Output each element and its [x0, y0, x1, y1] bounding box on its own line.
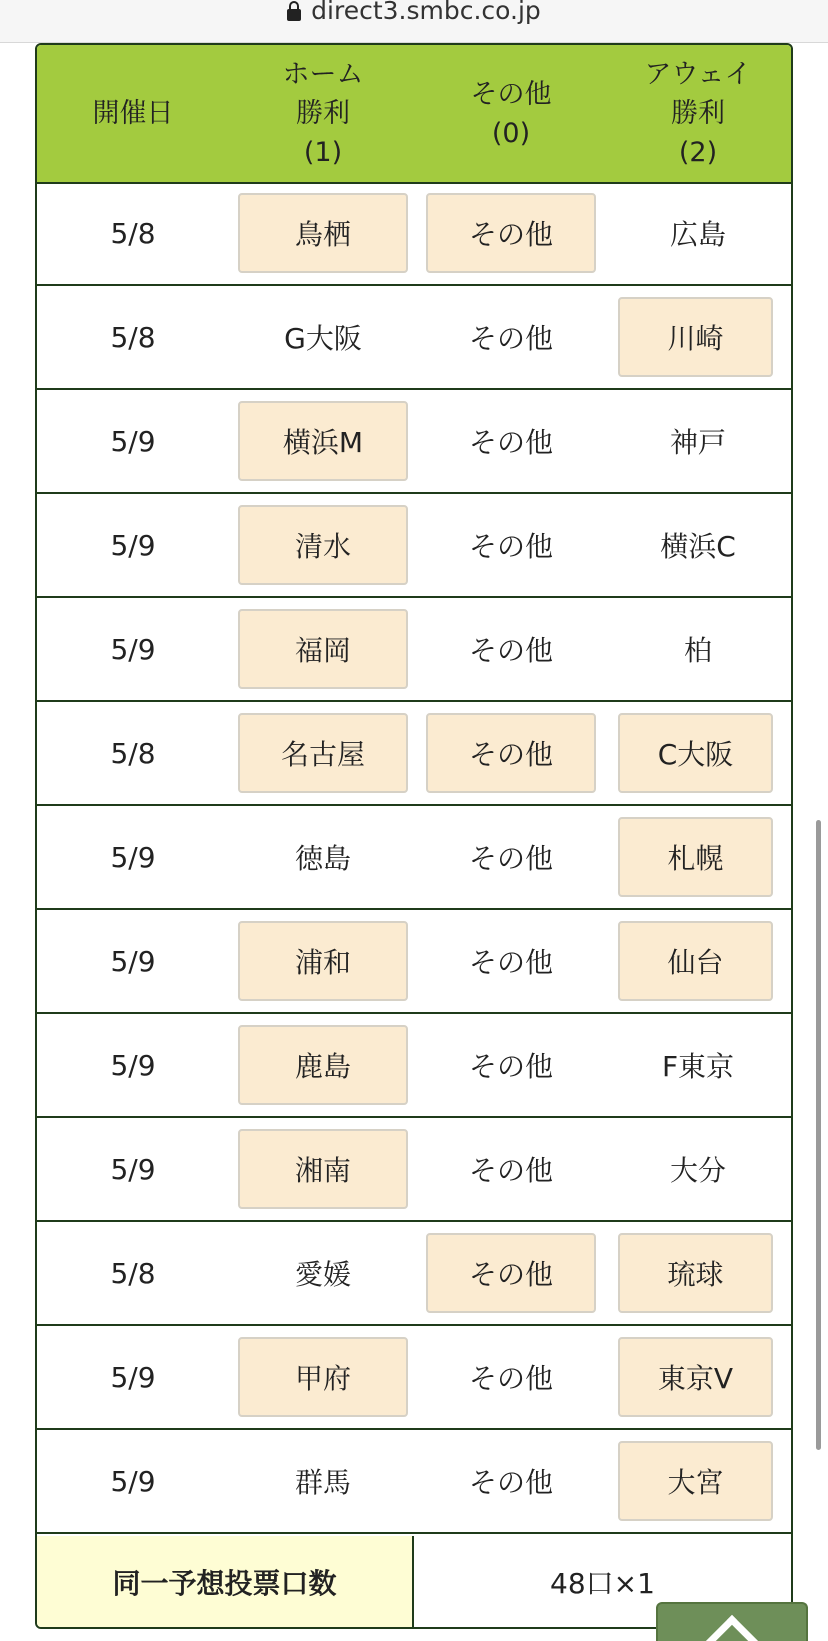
away-win-option-label: 大分	[669, 1154, 726, 1187]
header-home-win	[229, 45, 417, 182]
home-win-option-label: 甲府	[294, 1362, 351, 1395]
away-win-option-cell[interactable]	[605, 390, 791, 492]
match-date: 5/9	[110, 1464, 156, 1498]
header-home-line2: 勝利	[296, 98, 350, 129]
other-option-selected[interactable]	[426, 1233, 596, 1313]
other-option-label: その他	[468, 530, 553, 563]
match-date: 5/9	[110, 1360, 156, 1394]
header-away-win	[605, 45, 791, 182]
table-row	[37, 494, 791, 598]
away-win-option-label: 川崎	[667, 322, 724, 355]
match-date: 5/8	[110, 736, 156, 770]
away-win-option-label: 東京V	[657, 1362, 734, 1395]
home-win-option-label: 愛媛	[294, 1258, 351, 1291]
away-win-option-cell[interactable]	[605, 598, 791, 700]
table-row	[37, 598, 791, 702]
away-win-option-label: 大宮	[667, 1466, 724, 1499]
away-win-option-cell[interactable]	[605, 1014, 791, 1116]
other-option-label: その他	[468, 218, 553, 251]
table-row	[37, 286, 791, 390]
header-date	[37, 45, 229, 182]
other-option-label: その他	[468, 842, 553, 875]
table-row	[37, 1118, 791, 1222]
header-away-line3: (2)	[678, 137, 718, 168]
away-win-option-cell	[605, 286, 791, 388]
table-row	[37, 1326, 791, 1430]
header-date-label: 開催日	[92, 98, 174, 129]
lock-icon	[287, 1, 301, 21]
home-win-option-cell	[229, 182, 417, 284]
away-win-option-label: 柏	[683, 634, 712, 667]
home-win-option-cell[interactable]	[229, 1222, 417, 1324]
home-win-option-cell	[229, 910, 417, 1012]
away-win-option-cell[interactable]	[605, 494, 791, 596]
away-win-option-cell	[605, 1222, 791, 1324]
other-option-cell[interactable]	[417, 1430, 605, 1532]
match-date: 5/9	[110, 424, 156, 458]
away-win-option-cell	[605, 1326, 791, 1428]
match-date: 5/9	[110, 1048, 156, 1082]
home-win-option-cell[interactable]	[229, 806, 417, 908]
away-win-option-selected[interactable]	[618, 1233, 773, 1313]
other-option-label: その他	[468, 946, 553, 979]
home-win-option-cell	[229, 598, 417, 700]
table-row	[37, 1014, 791, 1118]
home-win-option-selected[interactable]	[238, 1337, 408, 1417]
other-option-cell	[417, 702, 605, 804]
home-win-option-cell	[229, 702, 417, 804]
home-win-option-selected[interactable]	[238, 1129, 408, 1209]
home-win-option-cell[interactable]	[229, 1430, 417, 1532]
other-option-cell[interactable]	[417, 1014, 605, 1116]
other-option-label: その他	[468, 634, 553, 667]
table-row	[37, 1430, 791, 1534]
away-win-option-label: 琉球	[667, 1258, 724, 1291]
other-option-label: その他	[468, 1154, 553, 1187]
home-win-option-label: G大阪	[284, 322, 362, 355]
away-win-option-selected[interactable]	[618, 1337, 773, 1417]
away-win-option-cell	[605, 910, 791, 1012]
header-home-line1: ホーム	[282, 59, 364, 90]
away-win-option-label: 神戸	[669, 426, 726, 459]
home-win-option-cell	[229, 1326, 417, 1428]
header-away-line1: アウェイ	[644, 59, 752, 90]
table-header	[37, 45, 791, 184]
match-date: 5/8	[110, 216, 156, 250]
url-text: direct3.smbc.co.jp	[311, 0, 541, 25]
away-win-option-selected[interactable]	[618, 1441, 773, 1521]
other-option-label: その他	[468, 426, 553, 459]
away-win-option-cell	[605, 1430, 791, 1532]
other-option-cell	[417, 182, 605, 284]
home-win-option-selected[interactable]	[238, 193, 408, 273]
other-option-label: その他	[468, 322, 553, 355]
chevron-up-icon	[701, 1615, 763, 1641]
other-option-label: その他	[468, 1258, 553, 1291]
other-option-cell[interactable]	[417, 910, 605, 1012]
header-away-line2: 勝利	[670, 98, 725, 129]
home-win-option-selected[interactable]	[238, 921, 408, 1001]
home-win-option-label: 群馬	[294, 1466, 351, 1499]
table-row	[37, 806, 791, 910]
home-win-option-cell[interactable]	[229, 286, 417, 388]
other-option-label: その他	[468, 738, 553, 771]
other-option-cell[interactable]	[417, 286, 605, 388]
home-win-option-label: 鳥栖	[294, 218, 351, 251]
away-win-option-cell	[605, 806, 791, 908]
other-option-selected[interactable]	[426, 193, 596, 273]
other-option-label: その他	[468, 1362, 553, 1395]
other-option-cell[interactable]	[417, 390, 605, 492]
other-option-label: その他	[468, 1466, 553, 1499]
vote-count-label: 同一予想投票口数	[37, 1536, 414, 1627]
home-win-option-cell	[229, 390, 417, 492]
other-option-cell[interactable]	[417, 806, 605, 908]
table-row	[37, 390, 791, 494]
away-win-option-cell[interactable]	[605, 1118, 791, 1220]
home-win-option-label: 徳島	[294, 842, 351, 875]
home-win-option-selected[interactable]	[238, 609, 408, 689]
home-win-option-label: 横浜M	[282, 426, 364, 459]
match-date: 5/8	[110, 320, 156, 354]
home-win-option-selected[interactable]	[238, 505, 408, 585]
other-option-cell[interactable]	[417, 1326, 605, 1428]
away-win-option-label: 札幌	[667, 842, 724, 875]
home-win-option-label: 名古屋	[280, 738, 365, 771]
match-date: 5/8	[110, 1256, 156, 1290]
away-win-option-selected[interactable]	[618, 297, 773, 377]
match-date: 5/9	[110, 632, 156, 666]
other-option-cell[interactable]	[417, 494, 605, 596]
away-win-option-selected[interactable]	[618, 713, 773, 793]
away-win-option-label: F東京	[661, 1050, 735, 1083]
home-win-option-selected[interactable]	[238, 1025, 408, 1105]
home-win-option-cell	[229, 494, 417, 596]
table-row	[37, 702, 791, 806]
back-to-top-button[interactable]	[656, 1602, 808, 1641]
home-win-option-label: 浦和	[294, 946, 351, 979]
vote-count-value: 48口×1	[550, 1566, 655, 1600]
table-row	[37, 1222, 791, 1326]
match-date: 5/9	[110, 840, 156, 874]
header-home-line3: (1)	[303, 137, 343, 168]
other-option-cell	[417, 1222, 605, 1324]
home-win-option-selected[interactable]	[238, 401, 408, 481]
away-win-option-label: 横浜C	[660, 530, 736, 563]
match-date: 5/9	[110, 944, 156, 978]
other-option-cell[interactable]	[417, 598, 605, 700]
home-win-option-label: 福岡	[294, 634, 351, 667]
home-win-option-label: 湘南	[294, 1154, 351, 1187]
browser-url-bar[interactable]	[0, 0, 828, 43]
match-date: 5/9	[110, 1152, 156, 1186]
away-win-option-label: 広島	[669, 218, 726, 251]
away-win-option-cell	[605, 702, 791, 804]
away-win-option-selected[interactable]	[618, 817, 773, 897]
other-option-selected[interactable]	[426, 713, 596, 793]
other-option-cell[interactable]	[417, 1118, 605, 1220]
table-row	[37, 910, 791, 1014]
home-win-option-cell	[229, 1014, 417, 1116]
away-win-option-label: C大阪	[657, 738, 734, 771]
other-option-label: その他	[468, 1050, 553, 1083]
away-win-option-cell[interactable]	[605, 182, 791, 284]
home-win-option-selected[interactable]	[238, 713, 408, 793]
header-other	[417, 45, 605, 182]
home-win-option-cell	[229, 1118, 417, 1220]
prediction-table	[35, 43, 793, 1629]
home-win-option-label: 清水	[294, 530, 351, 563]
away-win-option-selected[interactable]	[618, 921, 773, 1001]
header-other-line2: (0)	[491, 117, 531, 149]
match-date: 5/9	[110, 528, 156, 562]
away-win-option-label: 仙台	[667, 946, 724, 979]
url-display[interactable]	[287, 0, 541, 25]
home-win-option-label: 鹿島	[294, 1050, 351, 1083]
scrollbar[interactable]	[816, 820, 821, 1450]
table-row	[37, 182, 791, 286]
header-other-line1: その他	[470, 78, 552, 110]
